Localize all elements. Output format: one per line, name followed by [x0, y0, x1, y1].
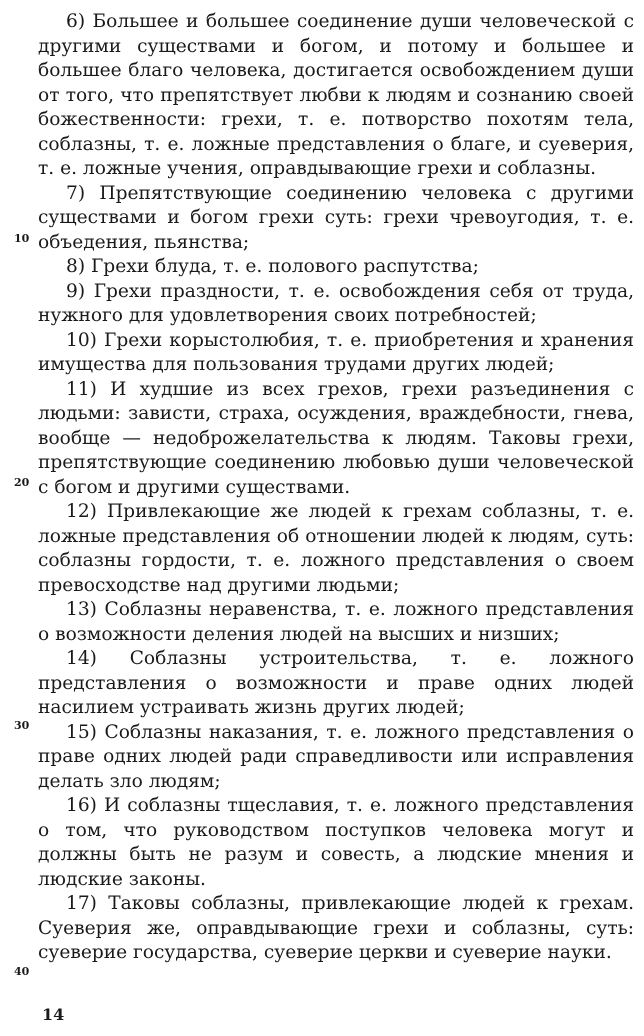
- line-number-30: 30: [14, 719, 30, 732]
- line-number-20: 20: [14, 476, 30, 489]
- paragraph-10: 10) Грехи корыстолюбия, т. е. приобретения и хранения имущества для пользования трудами других людей;: [38, 329, 634, 375]
- line-number-40: 40: [14, 965, 30, 978]
- page-number: 14: [42, 1005, 65, 1024]
- paragraph-12: 12) Привлекающие же людей к грехам соблазны, т. е. ложные представления об отношении людей к людям, суть: соблазны гордости, т. е. ложного представления о своем превосходстве над другими людьми;: [38, 501, 634, 596]
- main-text: [38, 10, 634, 966]
- paragraph-13: 13) Соблазны неравенства, т. е. ложного представления о возможности деления людей на высших и низших;: [38, 599, 634, 645]
- paragraph-15: 15) Соблазны наказания, т. е. ложного представления о праве одних людей ради справедливости или исправления делать зло людям;: [38, 721, 634, 792]
- paragraph-14: 14) Соблазны устроительства, т. е. ложного представления о возможности и праве одних людей насилием устраивать жизнь других людей;: [38, 648, 634, 718]
- paragraph-11: 11) И худшие из всех грехов, грехи разъединения с людьми: зависти, страха, осуждения, враждебности, гнева, вообще — недоброжелательства к людям. Таковы грехи, препятствующие соединению любовью души человеческой с богом и другими существами.: [38, 378, 634, 498]
- line-number-10: 10: [14, 232, 30, 245]
- paragraph-17: 17) Таковы соблазны, привлекающие людей к грехам. Суеверия же, оправдывающие грехи и соблазны, суть: суеверие государства, суеверие церкви и суеверие науки.: [38, 893, 634, 963]
- paragraph-8: 8) Грехи блуда, т. е. полового распутства;: [66, 256, 479, 277]
- paragraph-7: 7) Препятствующие соединению человека с другими существами и богом грехи суть: грехи чревоугодия, т. е. объедения, пьянства;: [38, 182, 634, 253]
- paragraph-6: 6) Большее и большее соединение души человеческой с другими существами и богом, и потому и большее и большее благо человека, достигается освобождением души от того, что препятствует любви к людям и сознанию своей божественности: грехи, т. е. потворство похотям тела, соблазны, т. е. ложные представления о благе, и суеверия, т. е. ложные учения, оправдывающие грехи и соблазны.: [38, 11, 634, 179]
- paragraph-16: 16) И соблазны тщеславия, т. е. ложного представления о том, что руководством поступков человека могут и должны быть не разум и совесть, а людские мнения и людские законы.: [38, 795, 634, 890]
- paragraph-9: 9) Грехи праздности, т. е. освобождения себя от труда, нужного для удовлетворения своих потребностей;: [38, 280, 634, 326]
